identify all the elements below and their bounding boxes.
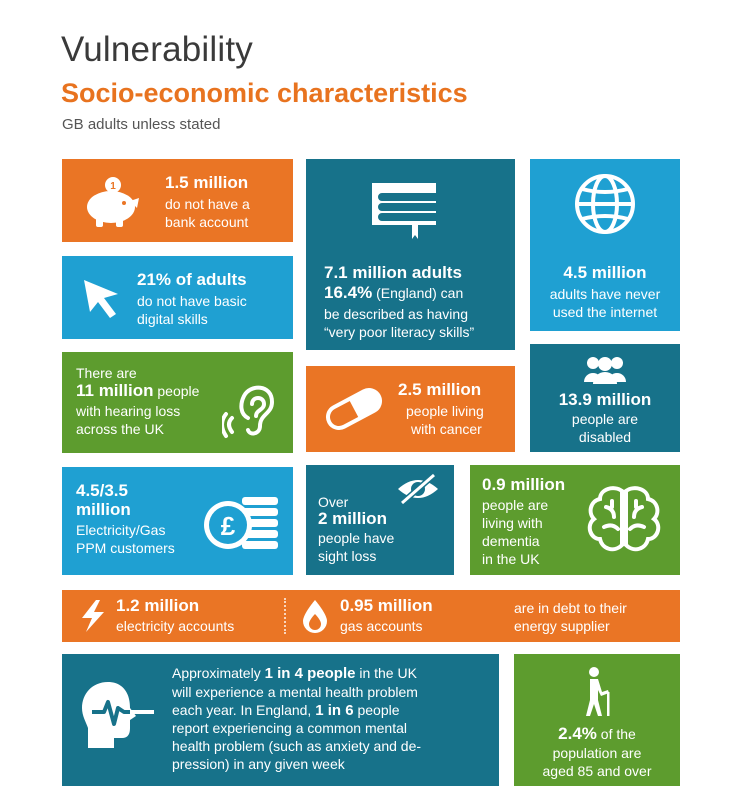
tile-mental-health bbox=[62, 654, 499, 786]
tile-ppm-customers bbox=[62, 467, 293, 575]
dementia-line-4: in the UK bbox=[482, 551, 540, 567]
aged-line-3: aged 85 and over bbox=[542, 763, 652, 779]
people-group-icon bbox=[582, 354, 628, 386]
piggy-bank-icon bbox=[78, 175, 142, 229]
hearing-line-2: with hearing loss bbox=[76, 403, 181, 419]
pill-icon bbox=[322, 386, 386, 432]
dementia-headline: 0.9 million bbox=[482, 475, 566, 494]
mental-line-1 bbox=[172, 664, 417, 683]
cancer-line-2: with cancer bbox=[411, 421, 482, 437]
aged-stat: 2.4% bbox=[558, 724, 597, 743]
elderly-person-icon bbox=[580, 666, 616, 718]
cancer-headline: 2.5 million bbox=[398, 380, 482, 399]
scope-note: GB adults unless stated bbox=[62, 116, 221, 133]
literacy-line-1 bbox=[324, 283, 463, 303]
ppm-headline-2: million bbox=[76, 500, 131, 519]
literacy-line-2: be described as having bbox=[324, 306, 468, 322]
globe-icon bbox=[572, 171, 638, 237]
tile-sight-loss bbox=[306, 465, 454, 575]
dementia-line-3: dementia bbox=[482, 533, 540, 549]
elec-debt-line: electricity accounts bbox=[116, 618, 235, 634]
flame-drop-icon bbox=[300, 598, 330, 634]
ppm-line-1: Electricity/Gas bbox=[76, 522, 166, 538]
gas-debt-headline: 0.95 million bbox=[340, 596, 433, 615]
literacy-stat-rest: (England) can bbox=[376, 285, 464, 301]
literacy-headline: 7.1 million adults bbox=[324, 263, 462, 282]
dementia-line-1: people are bbox=[482, 497, 549, 513]
tile-digital-skills bbox=[62, 256, 293, 339]
book-icon bbox=[366, 179, 444, 243]
digital-line-1: do not have basic bbox=[137, 293, 247, 309]
mental-line-6: pression) in any given week bbox=[172, 756, 345, 772]
svg-text:1: 1 bbox=[110, 181, 116, 192]
debt-divider bbox=[284, 598, 286, 634]
digital-headline: 21% of adults bbox=[137, 270, 247, 289]
mental-line-3 bbox=[172, 701, 400, 720]
ear-icon bbox=[222, 374, 282, 440]
page-title: Vulnerability bbox=[61, 30, 253, 69]
literacy-line-3: “very poor literacy skills” bbox=[324, 324, 475, 340]
disabled-line-2: disabled bbox=[578, 429, 632, 445]
tile-energy-debt bbox=[62, 590, 680, 642]
mental-line-2: will experience a mental health problem bbox=[172, 684, 418, 700]
mental-line-1c: in the UK bbox=[355, 665, 417, 681]
sight-pre: Over bbox=[318, 494, 349, 510]
tile-internet bbox=[530, 159, 680, 331]
tile-disabled bbox=[530, 344, 680, 452]
tile-dementia bbox=[470, 465, 680, 575]
bank-line-2: bank account bbox=[165, 214, 249, 230]
bank-line-1: do not have a bbox=[165, 196, 250, 212]
digital-line-2: digital skills bbox=[137, 311, 208, 327]
debt-tail-1: are in debt to their bbox=[514, 600, 627, 616]
pound-coins-icon bbox=[202, 491, 282, 553]
tile-bank-account bbox=[62, 159, 293, 242]
sight-line-1: people have bbox=[318, 530, 395, 546]
elec-debt-headline: 1.2 million bbox=[116, 596, 200, 615]
mental-line-3c: people bbox=[353, 702, 400, 718]
literacy-stat: 16.4% bbox=[324, 283, 373, 302]
tile-cancer bbox=[306, 366, 515, 452]
ppm-line-2: PPM customers bbox=[76, 540, 175, 556]
ppm-headline-1: 4.5/3.5 bbox=[76, 481, 128, 500]
hearing-line-1 bbox=[76, 381, 199, 401]
aged-stat-rest: of the bbox=[596, 726, 636, 742]
hearing-headline: 11 million bbox=[76, 381, 154, 400]
dementia-line-2: living with bbox=[482, 515, 543, 531]
cursor-icon bbox=[80, 276, 124, 324]
tile-hearing-loss bbox=[62, 352, 293, 453]
hearing-line-3: across the UK bbox=[76, 421, 164, 437]
crossed-eye-icon bbox=[394, 471, 442, 507]
cancer-line-1: people living bbox=[406, 403, 484, 419]
mental-stat-1: 1 in 4 people bbox=[264, 665, 356, 682]
aged-line-1 bbox=[514, 724, 680, 744]
sight-headline: 2 million bbox=[318, 509, 387, 528]
mental-line-3a: each year. In England, bbox=[172, 702, 316, 718]
aged-line-2: population are bbox=[552, 745, 642, 761]
hearing-headline-rest: people bbox=[157, 383, 200, 399]
internet-line-1: adults have never bbox=[549, 286, 661, 302]
disabled-line-1: people are bbox=[571, 411, 639, 427]
lightning-icon bbox=[78, 598, 108, 634]
sight-line-2: sight loss bbox=[318, 548, 377, 564]
mental-stat-2: 1 in 6 bbox=[315, 702, 354, 719]
mental-line-5: health problem (such as anxiety and de- bbox=[172, 738, 422, 754]
page-subtitle: Socio-economic characteristics bbox=[61, 78, 468, 108]
mental-line-4: report experiencing a common mental bbox=[172, 720, 408, 736]
debt-tail-2: energy supplier bbox=[514, 618, 610, 634]
gas-debt-line: gas accounts bbox=[340, 618, 423, 634]
internet-line-2: used the internet bbox=[552, 304, 658, 320]
disabled-headline: 13.9 million bbox=[558, 390, 652, 409]
tile-literacy bbox=[306, 159, 515, 350]
head-heartbeat-icon bbox=[78, 676, 158, 756]
mental-line-1a: Approximately bbox=[172, 665, 265, 681]
bank-headline: 1.5 million bbox=[165, 173, 249, 192]
tile-aged-85 bbox=[514, 654, 680, 786]
hearing-pre: There are bbox=[76, 365, 137, 381]
brain-icon bbox=[582, 483, 666, 559]
internet-headline: 4.5 million bbox=[563, 263, 647, 282]
svg-text:£: £ bbox=[220, 511, 236, 541]
